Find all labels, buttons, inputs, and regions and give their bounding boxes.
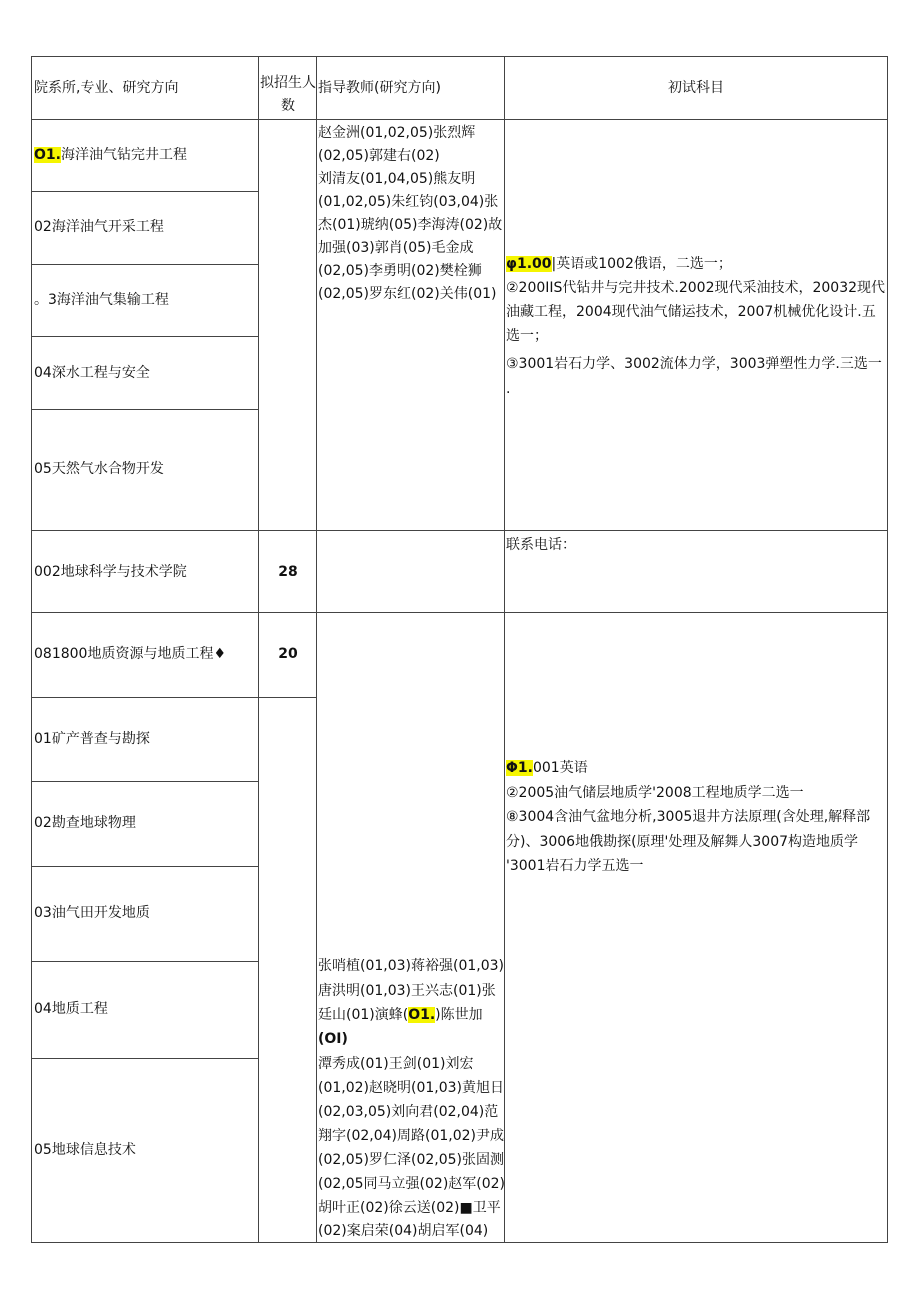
supervisor-line: 潭秀成(01)王剑(01)刘宏 xyxy=(318,1056,474,1072)
enrollment-count: 20 xyxy=(278,646,298,662)
direction-03-oilfield-geology: 03油气田开发地质 xyxy=(34,905,150,921)
subject-line: φ1.00|英语或1002俄语，二选一； xyxy=(506,256,732,272)
supervisor-line: (02,05同马立强(02)赵军(02) xyxy=(318,1176,506,1192)
direction-02-marine-production: 02海洋油气开采工程 xyxy=(34,219,164,235)
supervisor-line: 张哨植(01,03)蒋裕强(01,03) xyxy=(318,958,505,974)
subject-line: 选一； xyxy=(506,328,548,344)
supervisor-line: 唐洪明(01,03)王兴志(01)张 xyxy=(318,983,496,999)
supervisor-line: 胡叶正(02)徐云送(02)■卫平 xyxy=(318,1200,501,1216)
subject-line: . xyxy=(506,381,511,397)
supervisor-line: (01,02)赵晓明(01,03)黄旭日 xyxy=(318,1080,505,1096)
supervisor-line: (02)案启荣(04)胡启军(04) xyxy=(318,1223,489,1239)
supervisor-line: 刘清友(01,04,05)熊友明 xyxy=(318,171,476,187)
supervisor-line: 杰(01)琥纳(05)李海涛(02)故 xyxy=(318,217,503,233)
highlighted-code: O1. xyxy=(408,1007,436,1023)
contact-phone-label: 联系电话： xyxy=(506,537,576,553)
header-col-dept-major: 院系所,专业、研究方向 xyxy=(34,80,179,96)
subject-line: Φ1.001英语 xyxy=(506,760,588,776)
supervisor-line: 廷山(01)演蜂(O1.)陈世加 xyxy=(318,1007,483,1023)
header-col-supervisors: 指导教师(研究方向) xyxy=(318,80,441,96)
highlighted-code: φ1.00 xyxy=(506,256,552,272)
direction-04-deepwater-safety: 04深水工程与安全 xyxy=(34,365,150,381)
supervisor-line: (02,05)罗东红(02)关伟(01) xyxy=(318,286,497,302)
supervisor-line: (02,05)李勇明(02)樊栓狮 xyxy=(318,263,482,279)
direction-01-marine-drilling xyxy=(34,144,187,167)
supervisor-line: (02,03,05)刘向君(02,04)范 xyxy=(318,1104,499,1120)
major-geological-resources: 081800地质资源与地质工程♦ xyxy=(34,646,226,662)
highlighted-code: Φ1. xyxy=(506,760,533,776)
header-col-exam-subjects: 初试科目 xyxy=(668,80,724,96)
direction-01-label: 海洋油气钻完井工程 xyxy=(60,147,187,163)
supervisor-line: 赵金洲(01,02,05)张烈辉 xyxy=(318,125,476,141)
subject-line: ③3001岩石力学、3002流体力学，3003弹塑性力学.三选一 xyxy=(506,356,882,372)
subject-line: '3001岩石力学五选一 xyxy=(506,858,644,874)
supervisor-line: (02,05)郭建右(02) xyxy=(318,148,440,164)
subject-line: 分)、3006地俄勘探(原理'处理及解舞人3007构造地质学 xyxy=(506,834,859,850)
enrollment-count: 28 xyxy=(278,564,298,580)
supervisor-line: 翔字(02,04)周路(01,02)尹成 xyxy=(318,1128,505,1144)
supervisor-line: (02,05)罗仁泽(02,05)张固测 xyxy=(318,1152,505,1168)
direction-01-mineral-exploration: 01矿产普查与勘探 xyxy=(34,731,150,747)
supervisor-line: (OI) xyxy=(318,1031,348,1047)
direction-03-marine-gathering: 。3海洋油气集输工程 xyxy=(34,292,169,308)
supervisor-line: 加强(03)郭肖(05)毛金成 xyxy=(318,240,474,256)
subject-line: ②200IIS代钻井与完井技术.2002现代采油技术，20032现代 xyxy=(506,280,886,296)
subject-line: ②2005油气储层地质学'2008工程地质学二选一 xyxy=(506,785,804,801)
header-col-enrollment: 拟招生人数 xyxy=(260,75,316,114)
subject-line: ⑧3004含油气盆地分析,3005退井方法原理(含处理,解释部 xyxy=(506,809,871,825)
direction-05-gas-hydrate: 05天然气水合物开发 xyxy=(34,461,164,477)
subject-line: 油藏工程，2004现代油气储运技术，2007机械优化设计.五 xyxy=(506,304,876,320)
direction-05-geoinformation: 05地球信息技术 xyxy=(34,1142,136,1158)
supervisor-line: (01,02,05)朱红钧(03,04)张 xyxy=(318,194,499,210)
direction-04-geological-engineering: 04地质工程 xyxy=(34,1001,108,1017)
highlighted-code: O1. xyxy=(34,147,61,163)
direction-02-exploration-geophysics: 02勘查地球物理 xyxy=(34,815,136,831)
department-geoscience: 002地球科学与技术学院 xyxy=(34,564,187,580)
